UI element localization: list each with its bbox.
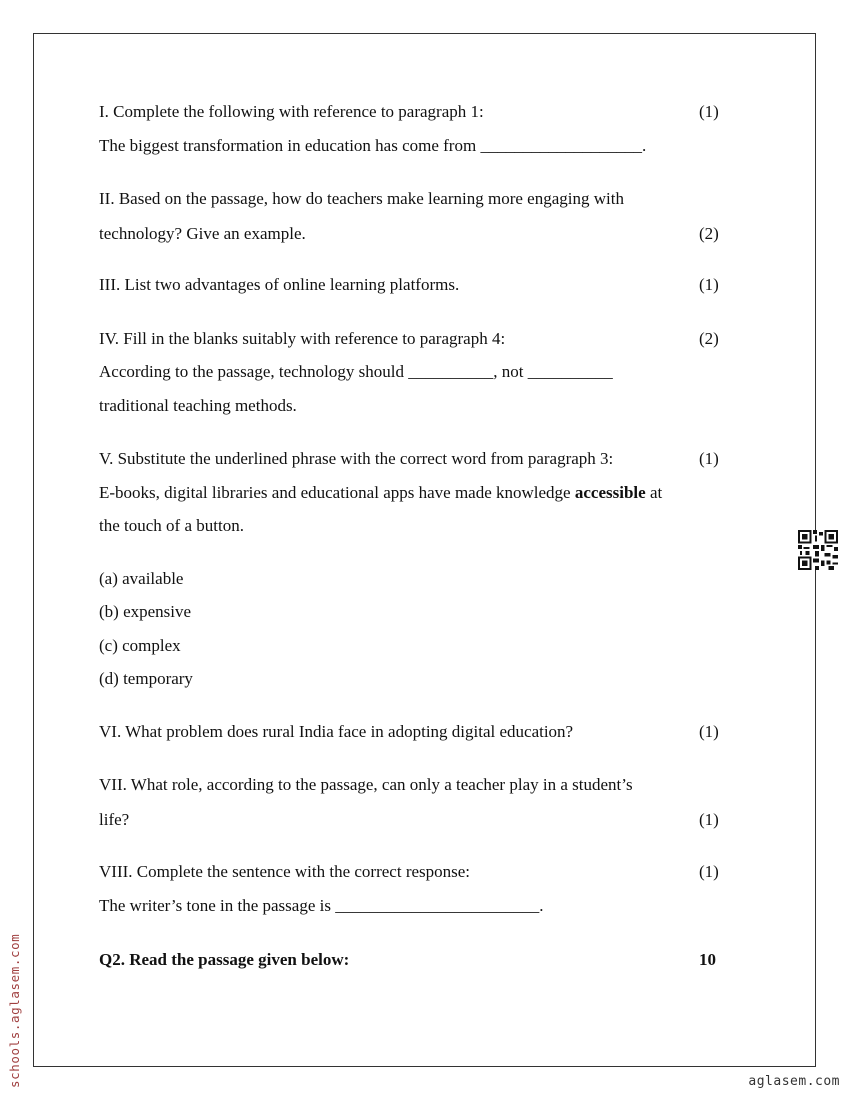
q8-marks: (1) <box>699 862 719 881</box>
q5-option-c: (c) complex <box>99 636 181 655</box>
footer-brand[interactable]: aglasem.com <box>748 1074 840 1089</box>
section2-marks: 10 <box>699 950 716 969</box>
q5-sentence-pre: E-books, digital libraries and educational apps have made knowledge <box>99 483 575 502</box>
q1-marks: (1) <box>699 102 719 121</box>
q6-marks: (1) <box>699 722 719 741</box>
q5-sentence-line1 <box>99 483 662 503</box>
q2-prompt-line2: technology? Give an example. <box>99 224 306 243</box>
q5-prompt: V. Substitute the underlined phrase with the correct word from paragraph 3: <box>99 449 614 468</box>
section2-heading: Q2. Read the passage given below: <box>99 950 350 969</box>
q8-sentence: The writer’s tone in the passage is ________________________. <box>99 896 544 915</box>
q7-prompt-line2: life? <box>99 810 130 829</box>
q7-marks: (1) <box>699 810 719 829</box>
q3-marks: (1) <box>699 275 719 294</box>
q2-prompt-line1: II. Based on the passage, how do teachers make learning more engaging with <box>99 189 624 208</box>
qr-code-icon <box>798 530 838 570</box>
q3-prompt: III. List two advantages of online learning platforms. <box>99 275 460 294</box>
q5-option-d: (d) temporary <box>99 669 193 688</box>
q5-option-a: (a) available <box>99 569 184 588</box>
q7-prompt-line1: VII. What role, according to the passage, can only a teacher play in a student’s <box>99 775 633 794</box>
q5-sentence-post: at <box>645 483 663 502</box>
q2-marks: (2) <box>699 224 719 243</box>
q4-sentence-line1: According to the passage, technology should __________, not __________ <box>99 362 613 381</box>
q1-sentence: The biggest transformation in education has come from ___________________. <box>99 136 647 155</box>
q5-sentence-line2: the touch of a button. <box>99 516 244 535</box>
q5-marks: (1) <box>699 449 719 468</box>
q6-prompt: VI. What problem does rural India face in adopting digital education? <box>99 722 574 741</box>
q4-marks: (2) <box>699 329 719 348</box>
q4-prompt: IV. Fill in the blanks suitably with reference to paragraph 4: <box>99 329 506 348</box>
side-watermark: schools.aglasem.com <box>7 933 22 1088</box>
q5-option-b: (b) expensive <box>99 602 192 621</box>
q1-prompt: I. Complete the following with reference to paragraph 1: <box>99 102 484 121</box>
q4-sentence-line2: traditional teaching methods. <box>99 396 297 415</box>
q8-prompt: VIII. Complete the sentence with the correct response: <box>99 862 471 881</box>
q5-underlined-word: accessible <box>574 483 646 502</box>
